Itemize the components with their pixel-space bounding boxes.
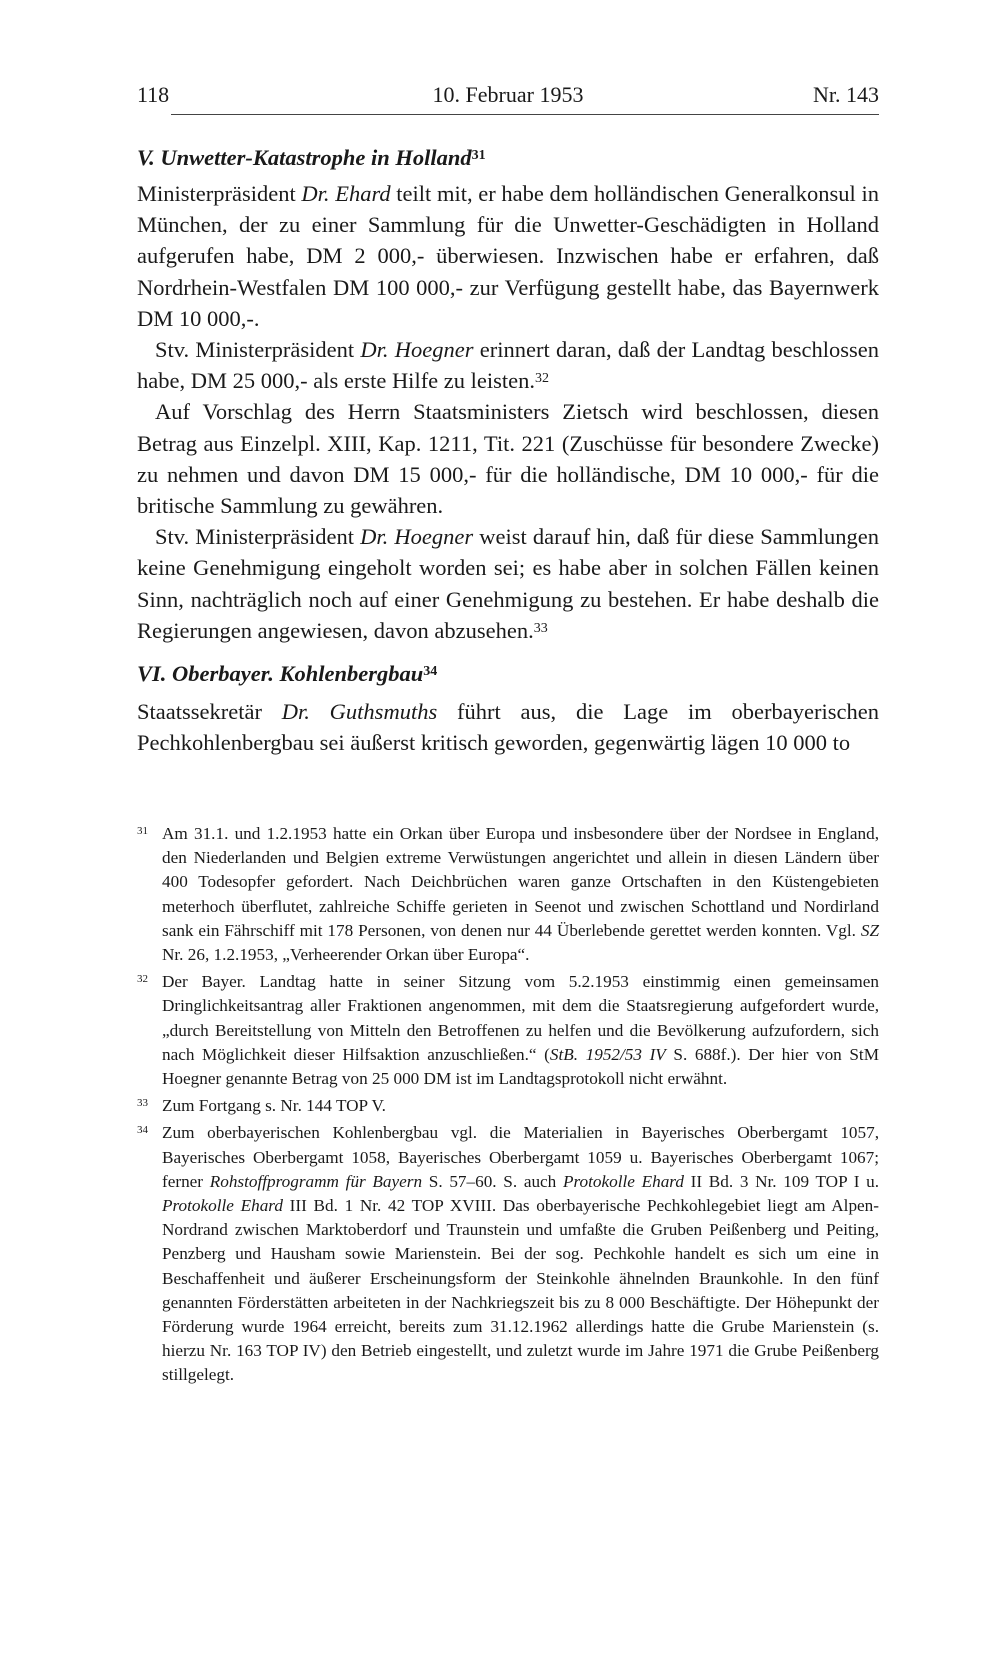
paragraph-text: Staatssekretär bbox=[137, 699, 282, 725]
footnote-31 bbox=[137, 822, 879, 967]
paragraph-text: erinnert daran, daß der Landtag beschlossen habe, DM 25 000,- als erste Hilfe zu leisten. bbox=[137, 337, 879, 394]
section-heading-v bbox=[137, 142, 879, 174]
footnote-text: II Bd. 3 Nr. 109 TOP I u. bbox=[683, 1171, 880, 1191]
footnote-text: Der Bayer. Landtag hatte in seiner Sitzung vom 5.2.1953 einstimmig einen gemeinsamen Dringlichkeitsantrag aller Fraktionen angenommen, mit dem die Staatsregierung aufgefordert wurde, „durch Bereitstellung von Mitteln den Betroffenen zu helfen und die Bevölkerung aufzufordern, sich nach Möglichkeit dieser Hilfsaktion anzuschließen.“ ( bbox=[162, 972, 879, 1064]
paragraph-text: Stv. Ministerpräsident bbox=[155, 524, 361, 550]
footnote-text: Am 31.1. und 1.2.1953 hatte ein Orkan über Europa und insbesondere über der Nordsee in England, den Niederlanden und Belgien extreme Verwüstungen angerichtet und allein in diesen Ländern über 400 Todesopfer gefordert. Nach Deichbrüchen waren ganze Ortschaften in den Küstengebieten meterhoch überflutet, zahlreiche Schiffe gerieten in Seenot und zwischen Schottland und Nordirland sank ein Fährschiff mit 178 Personen, von denen nur 44 Überlebende gerettet werden konnten. Vgl. bbox=[162, 824, 879, 940]
paragraph-text: Stv. Ministerpräsident bbox=[155, 337, 361, 363]
footnote-text: III Bd. 1 Nr. 42 TOP XVIII. Das oberbayerische Pechkohlegebiet liegt am Alpen-Nordrand zwischen Marktoberdorf und Traunstein und umfaßte die Gruben Peißenberg und Peiting, Penzberg und Hausham sowie Marienstein. Bei der sog. Pechkohle handelt es sich um eine in Beschaffenheit und äußerer Erscheinungsform der Steinkohle ähnelnden Braunkohle. In den fünf genannten Förderstätten arbeiteten in der Nachkriegszeit bis zu 8 000 Beschäftigte. Der Höhepunkt der Förderung wurde 1964 erreicht, bereits zum 31.12.1962 allerdings hatte die Grube Marienstein (s. hierzu Nr. 163 TOP IV) den Betrieb eingestellt, und zuletzt wurde im Jahre 1971 die Grube Peißenberg stillgelegt. bbox=[162, 1196, 879, 1385]
section-heading-v-text: V. Unwetter-Katastrophe in Holland bbox=[137, 145, 472, 170]
paragraph-guthsmuths bbox=[137, 696, 879, 758]
page-number: 118 bbox=[137, 82, 170, 107]
footnote-33 bbox=[137, 1094, 879, 1118]
person-name: Dr. Guthsmuths bbox=[281, 699, 438, 725]
paragraph-text: teilt mit, er habe dem holländischen Generalkonsul in München, der zu einer Sammlung für die Unwetter-Geschädigten in Holland aufgerufen habe, DM 2 000,- überwiesen. Inzwischen habe er erfahren, daß Nordrhein-Westfalen DM 100 000,- zur Verfügung gestellt habe, das Bayernwerk DM 10 000,-. bbox=[137, 181, 879, 331]
footnote-ref-32: 32 bbox=[535, 371, 550, 387]
footnote-citation: Protokolle Ehard bbox=[562, 1171, 684, 1191]
footnote-ref-34: 34 bbox=[423, 664, 438, 680]
running-head bbox=[137, 76, 879, 114]
footnote-number: 32 bbox=[137, 973, 148, 986]
section-heading-vi-text: VI. Oberbayer. Kohlenbergbau bbox=[137, 661, 424, 687]
footnote-number: 34 bbox=[137, 1124, 148, 1137]
header-date: 10. Februar 1953 bbox=[432, 82, 584, 107]
paragraph-ehard bbox=[137, 178, 879, 334]
paragraph-beschluss bbox=[137, 396, 879, 521]
footnote-citation: Rohstoffprogramm für Bayern bbox=[209, 1171, 423, 1191]
footnote-ref-31: 31 bbox=[471, 148, 486, 163]
person-name: Dr. Hoegner bbox=[360, 337, 474, 363]
person-name: Dr. Hoegner bbox=[360, 524, 474, 550]
footnote-number: 31 bbox=[137, 825, 148, 837]
footnote-citation: SZ bbox=[860, 920, 879, 940]
paragraph-text: führt aus, die Lage im oberbayerischen Pechkohlenbergbau sei äußerst kritisch geworden, gegenwärtig lägen 10 000 to bbox=[137, 699, 879, 756]
footnote-text: Zum oberbayerischen Kohlenbergbau vgl. die Materialien in Bayerisches Oberbergamt 1057, Bayerisches Oberbergamt 1058, Bayerisches Oberbergamt 1059 u. Bayerisches Oberbergamt 1067; ferner bbox=[162, 1123, 879, 1191]
paragraph-text: Auf Vorschlag des Herrn Staatsministers Zietsch wird beschlossen, diesen Betrag aus Einzelpl. XIII, Kap. 1211, Tit. 221 (Zuschüsse für besondere Zwecke) zu nehmen und davon DM 15 000,- für die holländische, DM 10 000,- für die britische Sammlung zu gewähren. bbox=[137, 399, 879, 519]
header-rule bbox=[171, 114, 879, 115]
page-body bbox=[137, 76, 879, 758]
paragraph-hoegner-landtag bbox=[137, 334, 879, 396]
footnote-ref-33: 33 bbox=[533, 620, 548, 636]
paragraph-hoegner-genehmigung bbox=[137, 521, 879, 646]
paragraph-text: Ministerpräsident bbox=[137, 181, 302, 206]
section-heading-vi bbox=[137, 658, 879, 690]
footnotes bbox=[137, 822, 879, 1391]
footnote-citation: StB. 1952/53 IV bbox=[549, 1044, 666, 1064]
footnote-text: S. 57–60. S. auch bbox=[422, 1171, 563, 1191]
footnote-citation: Protokolle Ehard bbox=[162, 1196, 283, 1216]
footnote-32 bbox=[137, 970, 879, 1091]
footnote-text: S. 688f.). Der hier von StM Hoegner genannte Betrag von 25 000 DM ist im Landtagsprotokoll nicht erwähnt. bbox=[162, 1044, 879, 1089]
footnote-number: 33 bbox=[137, 1097, 148, 1110]
footnote-text: Zum Fortgang s. Nr. 144 TOP V. bbox=[162, 1096, 386, 1116]
document-number: Nr. 143 bbox=[813, 82, 879, 107]
person-name: Dr. Ehard bbox=[301, 181, 391, 206]
paragraph-text: weist darauf hin, daß für diese Sammlungen keine Genehmigung eingeholt worden sei; es habe aber in solchen Fällen keinen Sinn, nachträglich noch auf einer Genehmigung zu bestehen. Er habe deshalb die Regierungen angewiesen, davon abzusehen. bbox=[137, 524, 879, 643]
footnote-34 bbox=[137, 1121, 879, 1387]
footnote-text: Nr. 26, 1.2.1953, „Verheerender Orkan über Europa“. bbox=[162, 945, 530, 965]
